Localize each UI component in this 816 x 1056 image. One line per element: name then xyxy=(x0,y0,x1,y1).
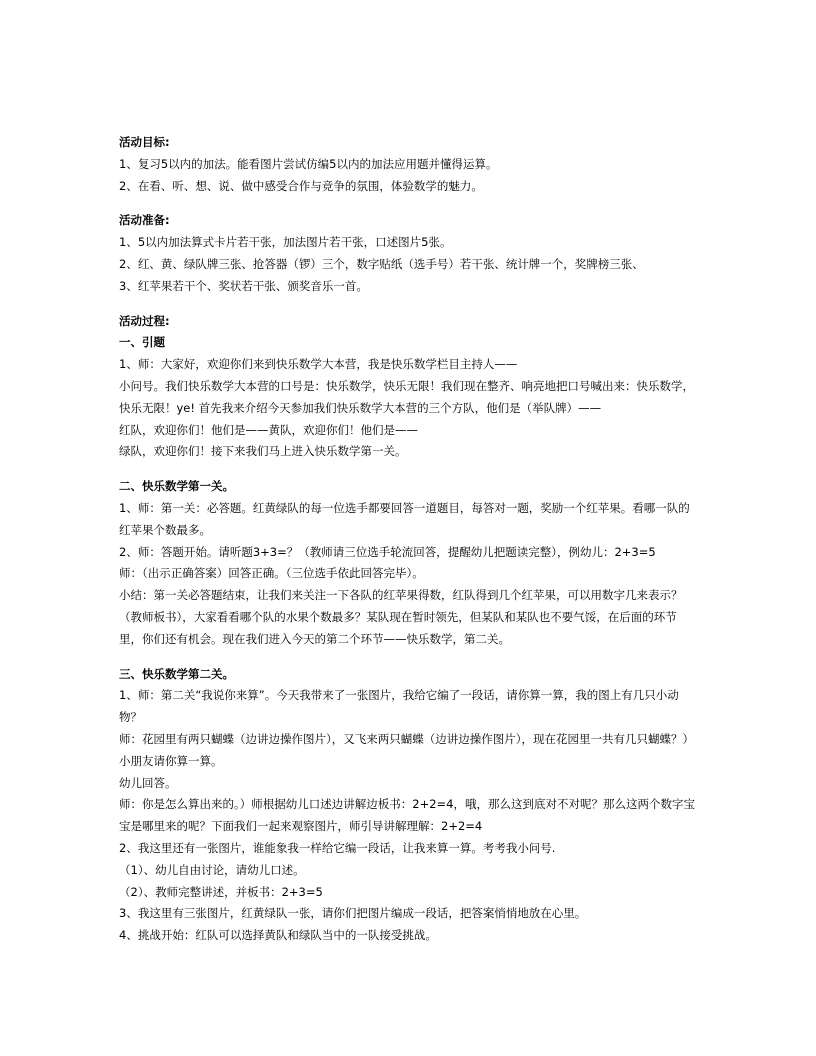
level-two-line: 2、我这里还有一张图片，谁能象我一样给它编一段话，让我来算一算。考考我小问号. xyxy=(119,840,556,855)
section-heading-preparation: 活动准备: xyxy=(119,213,170,228)
preparation-line: 2、红、黄、绿队牌三张、抢答器（锣）三个，数字贴纸（选手号）若干张、统计牌一个，奖牌榜三张、 xyxy=(119,256,644,271)
level-two-line: （1）、幼儿自由讨论，请幼儿口述。 xyxy=(119,862,305,877)
process-line: 小问号。我们快乐数学大本营的口号是：快乐数学，快乐无限！我们现在整齐、响亮地把口号喊出来：快乐数学，快乐无限！ye! 首先我来介绍今天参加我们快乐数学大本营的三个方队，他们是（举队牌）—— xyxy=(119,378,694,415)
level-one-line: 2、师：答题开始。请听题3+3=？（教师请三位选手轮流回答，提醒幼儿把题读完整），例幼儿：2+3=5 xyxy=(119,544,656,559)
level-one-line: 小结：第一关必答题结束，让我们来关注一下各队的红苹果得数，红队得到几个红苹果，可以用数字几来表示？（教师板书），大家看看哪个队的水果个数最多？某队现在暂时领先，但某队和某队也不要气馁，在后面的环节里，你们还有机会。现在我们进入今天的第二个环节——快乐数学，第二关。 xyxy=(119,588,683,646)
preparation-line: 1、5以内加法算式卡片若干张，加法图片若干张，口述图片5张。 xyxy=(119,235,452,250)
goal-line: 1、复习5以内的加法。能看图片尝试仿编5以内的加法应用题并懂得运算。 xyxy=(119,156,498,171)
level-two-line: （2）、教师完整讲述，并板书：2+3=5 xyxy=(119,884,323,899)
level-one-line: 1、师：第一关：必答题。红黄绿队的每一位选手都要回答一道题目，每答对一题，奖励一个红苹果。看哪一队的红苹果个数最多。 xyxy=(119,500,690,537)
process-line: 红队，欢迎你们！他们是——黄队，欢迎你们！他们是—— xyxy=(119,422,418,437)
level-two-line: 4、挑战开始：红队可以选择黄队和绿队当中的一队接受挑战。 xyxy=(119,928,437,943)
level-two-line: 师：你是怎么算出来的。）师根据幼儿口述边讲解边板书：2+2=4，哦，那么这到底对不对呢？那么这两个数字宝宝是哪里来的呢？下面我们一起来观察图片，师引导讲解理解：2+2=4 xyxy=(119,797,695,834)
subheading-intro: 一、引题 xyxy=(119,335,165,350)
level-two-line: 3、我这里有三张图片，红黄绿队一张，请你们把图片编成一段话，把答案悄悄地放在心里。 xyxy=(119,906,587,921)
goal-line: 2、在看、听、想、说、做中感受合作与竞争的氛围，体验数学的魅力。 xyxy=(119,178,483,193)
process-line: 绿队，欢迎你们！接下来我们马上进入快乐数学第一关。 xyxy=(119,444,407,459)
level-two-line: 师：花园里有两只蝴蝶（边讲边操作图片），又飞来两只蝴蝶（边讲边操作图片），现在花园里一共有几只蝴蝶？）小朋友请你算一算。 xyxy=(119,731,694,768)
section-heading-process: 活动过程: xyxy=(119,313,170,328)
section-heading-level-two: 三、快乐数学第二关。 xyxy=(119,666,234,681)
process-line: 1、师：大家好，欢迎你们来到快乐数学大本营，我是快乐数学栏目主持人—— xyxy=(119,357,518,372)
document-body xyxy=(119,132,699,947)
level-one-line: 师：（出示正确答案）回答正确。（三位选手依此回答完毕）。 xyxy=(119,566,424,581)
preparation-line: 3、红苹果若干个、奖状若干张、颁奖音乐一首。 xyxy=(119,278,368,293)
section-heading-goals: 活动目标: xyxy=(119,135,170,149)
level-two-line: 1、师：第二关“我说你来算”。今天我带来了一张图片，我给它编了一段话，请你算一算，我的图上有几只小动物？ xyxy=(119,688,679,725)
level-two-line: 幼儿回答。 xyxy=(119,775,177,790)
section-heading-level-one: 二、快乐数学第一关。 xyxy=(119,479,234,494)
